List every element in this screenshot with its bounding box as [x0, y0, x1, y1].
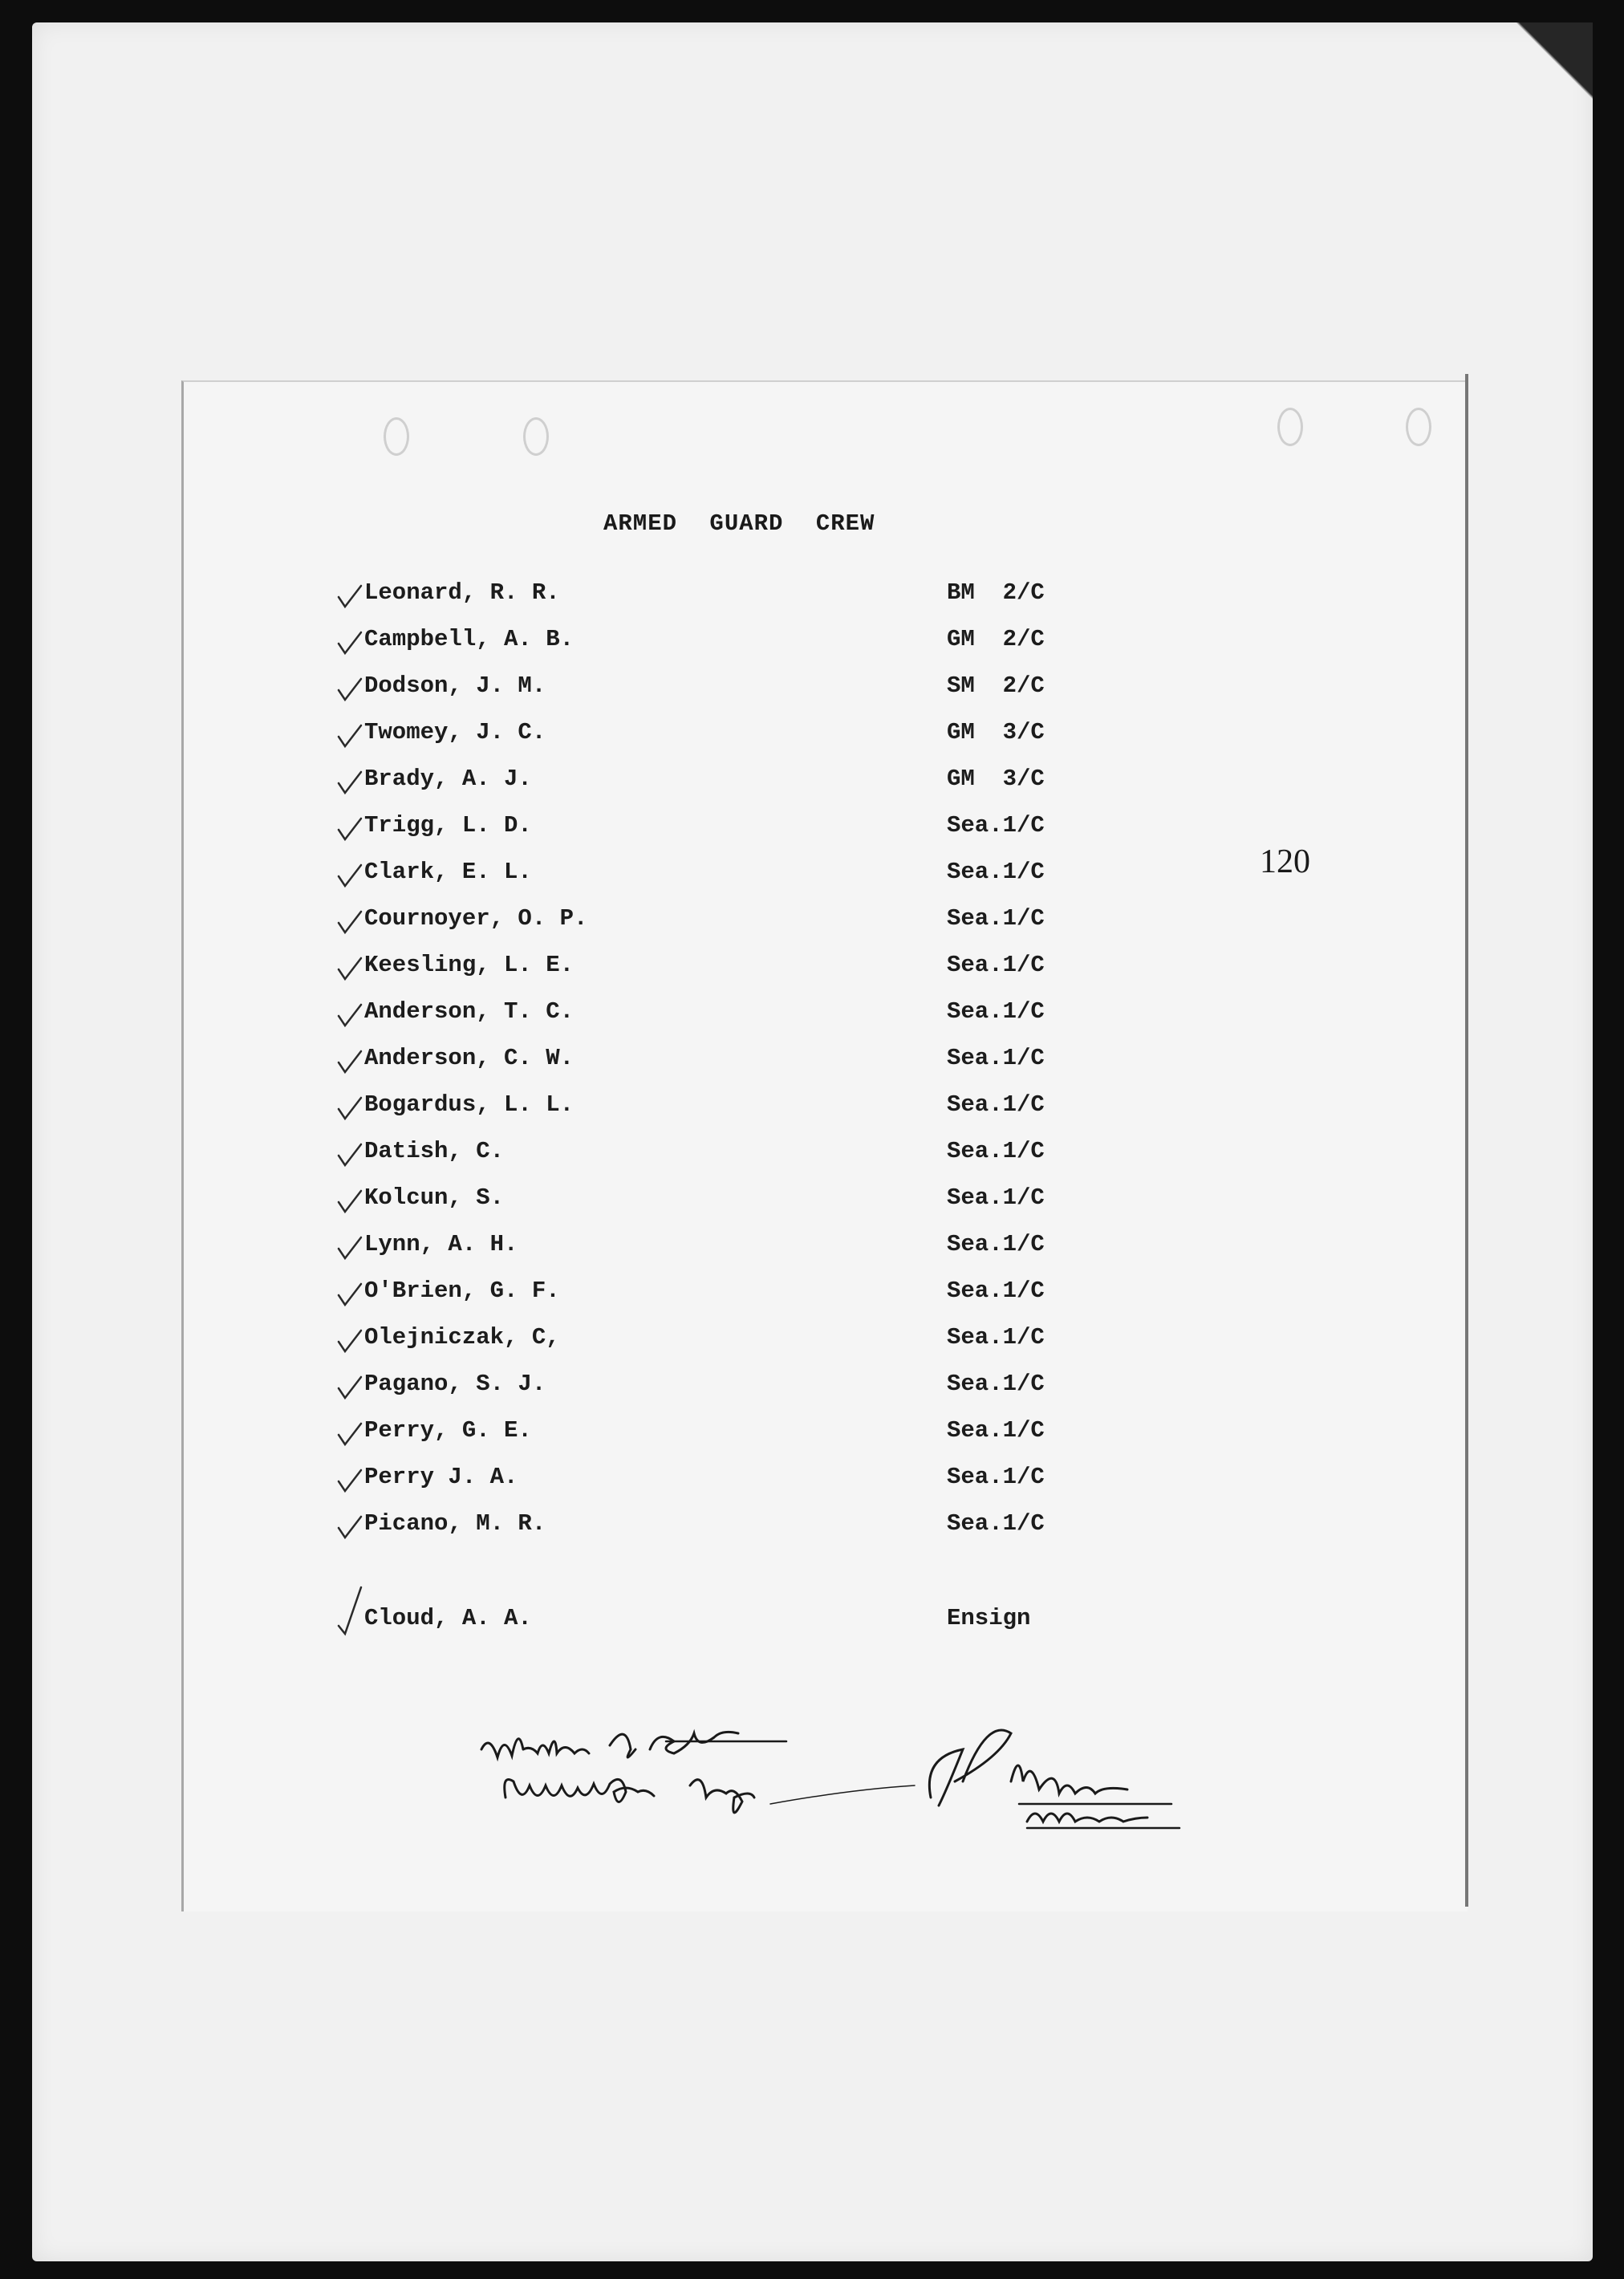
punch-hole	[1406, 408, 1431, 446]
crew-row	[337, 1045, 1139, 1077]
crew-row	[337, 812, 1139, 844]
crew-name: Cournoyer, O. P.	[364, 905, 588, 932]
crew-row	[337, 1605, 1139, 1637]
crew-name: Picano, M. R.	[364, 1510, 546, 1537]
crew-name: Datish, C.	[364, 1138, 505, 1164]
crew-rating: Sea.1/C	[947, 812, 1045, 839]
crew-name: Lynn, A. H.	[364, 1231, 518, 1257]
crew-row	[337, 1231, 1139, 1263]
page-number: 120	[1260, 843, 1310, 880]
crew-row	[337, 1184, 1139, 1217]
document-edge	[1465, 374, 1468, 1907]
signature-houston-master	[770, 1730, 1179, 1828]
crew-name: Olejniczak, C,	[364, 1324, 560, 1351]
crew-name: Cloud, A. A.	[364, 1605, 532, 1631]
crew-rating: Sea.1/C	[947, 1278, 1045, 1304]
signatures	[465, 1709, 1228, 1854]
crew-row	[337, 905, 1139, 937]
crew-row	[337, 1417, 1139, 1449]
crew-name: Brady, A. J.	[364, 766, 532, 792]
punch-hole	[523, 417, 549, 456]
crew-row	[337, 672, 1139, 705]
crew-row	[337, 1464, 1139, 1496]
crew-rating: Sea.1/C	[947, 1184, 1045, 1211]
crew-row	[337, 766, 1139, 798]
crew-name: Kolcun, S.	[364, 1184, 505, 1211]
signature-walter-h-scott	[481, 1732, 786, 1757]
crew-name: Pagano, S. J.	[364, 1371, 546, 1397]
crew-row	[337, 1510, 1139, 1542]
crew-name: Keesling, L. E.	[364, 952, 574, 978]
crew-rating: Sea.1/C	[947, 1091, 1045, 1118]
crew-row	[337, 998, 1139, 1030]
crew-row	[337, 952, 1139, 984]
document-title: ARMED GUARD CREW	[603, 510, 875, 537]
crew-name: Bogardus, L. L.	[364, 1091, 574, 1118]
crew-rating: Sea.1/C	[947, 1138, 1045, 1164]
signature-immigrant-insp	[505, 1779, 754, 1812]
crew-rating: Sea.1/C	[947, 1464, 1045, 1490]
crew-rating: Sea.1/C	[947, 859, 1045, 885]
crew-rating: Sea.1/C	[947, 952, 1045, 978]
folded-corner	[1496, 22, 1593, 119]
crew-rating: GM 2/C	[947, 626, 1045, 652]
crew-rating: Sea.1/C	[947, 1510, 1045, 1537]
punch-hole	[1277, 408, 1303, 446]
crew-rating: Ensign	[947, 1605, 1031, 1631]
crew-row	[337, 1138, 1139, 1170]
crew-row	[337, 579, 1139, 611]
crew-row	[337, 719, 1139, 751]
crew-name: Perry J. A.	[364, 1464, 518, 1490]
crew-name: Twomey, J. C.	[364, 719, 546, 745]
crew-row	[337, 859, 1139, 891]
crew-rating: GM 3/C	[947, 719, 1045, 745]
crew-name: O'Brien, G. F.	[364, 1278, 560, 1304]
crew-name: Campbell, A. B.	[364, 626, 574, 652]
crew-rating: BM 2/C	[947, 579, 1045, 606]
crew-rating: Sea.1/C	[947, 1045, 1045, 1071]
crew-name: Clark, E. L.	[364, 859, 532, 885]
crew-rating: SM 2/C	[947, 672, 1045, 699]
crew-rating: Sea.1/C	[947, 1324, 1045, 1351]
crew-name: Anderson, C. W.	[364, 1045, 574, 1071]
crew-row	[337, 626, 1139, 658]
crew-row	[337, 1091, 1139, 1123]
crew-rating: Sea.1/C	[947, 1417, 1045, 1444]
crew-rating: GM 3/C	[947, 766, 1045, 792]
crew-rating: Sea.1/C	[947, 905, 1045, 932]
crew-rating: Sea.1/C	[947, 1371, 1045, 1397]
crew-row	[337, 1324, 1139, 1356]
crew-rating: Sea.1/C	[947, 1231, 1045, 1257]
crew-name: Perry, G. E.	[364, 1417, 532, 1444]
crew-row	[337, 1371, 1139, 1403]
crew-rating: Sea.1/C	[947, 998, 1045, 1025]
crew-row	[337, 1278, 1139, 1310]
crew-name: Leonard, R. R.	[364, 579, 560, 606]
crew-name: Dodson, J. M.	[364, 672, 546, 699]
crew-name: Anderson, T. C.	[364, 998, 574, 1025]
punch-hole	[384, 417, 409, 456]
crew-name: Trigg, L. D.	[364, 812, 532, 839]
